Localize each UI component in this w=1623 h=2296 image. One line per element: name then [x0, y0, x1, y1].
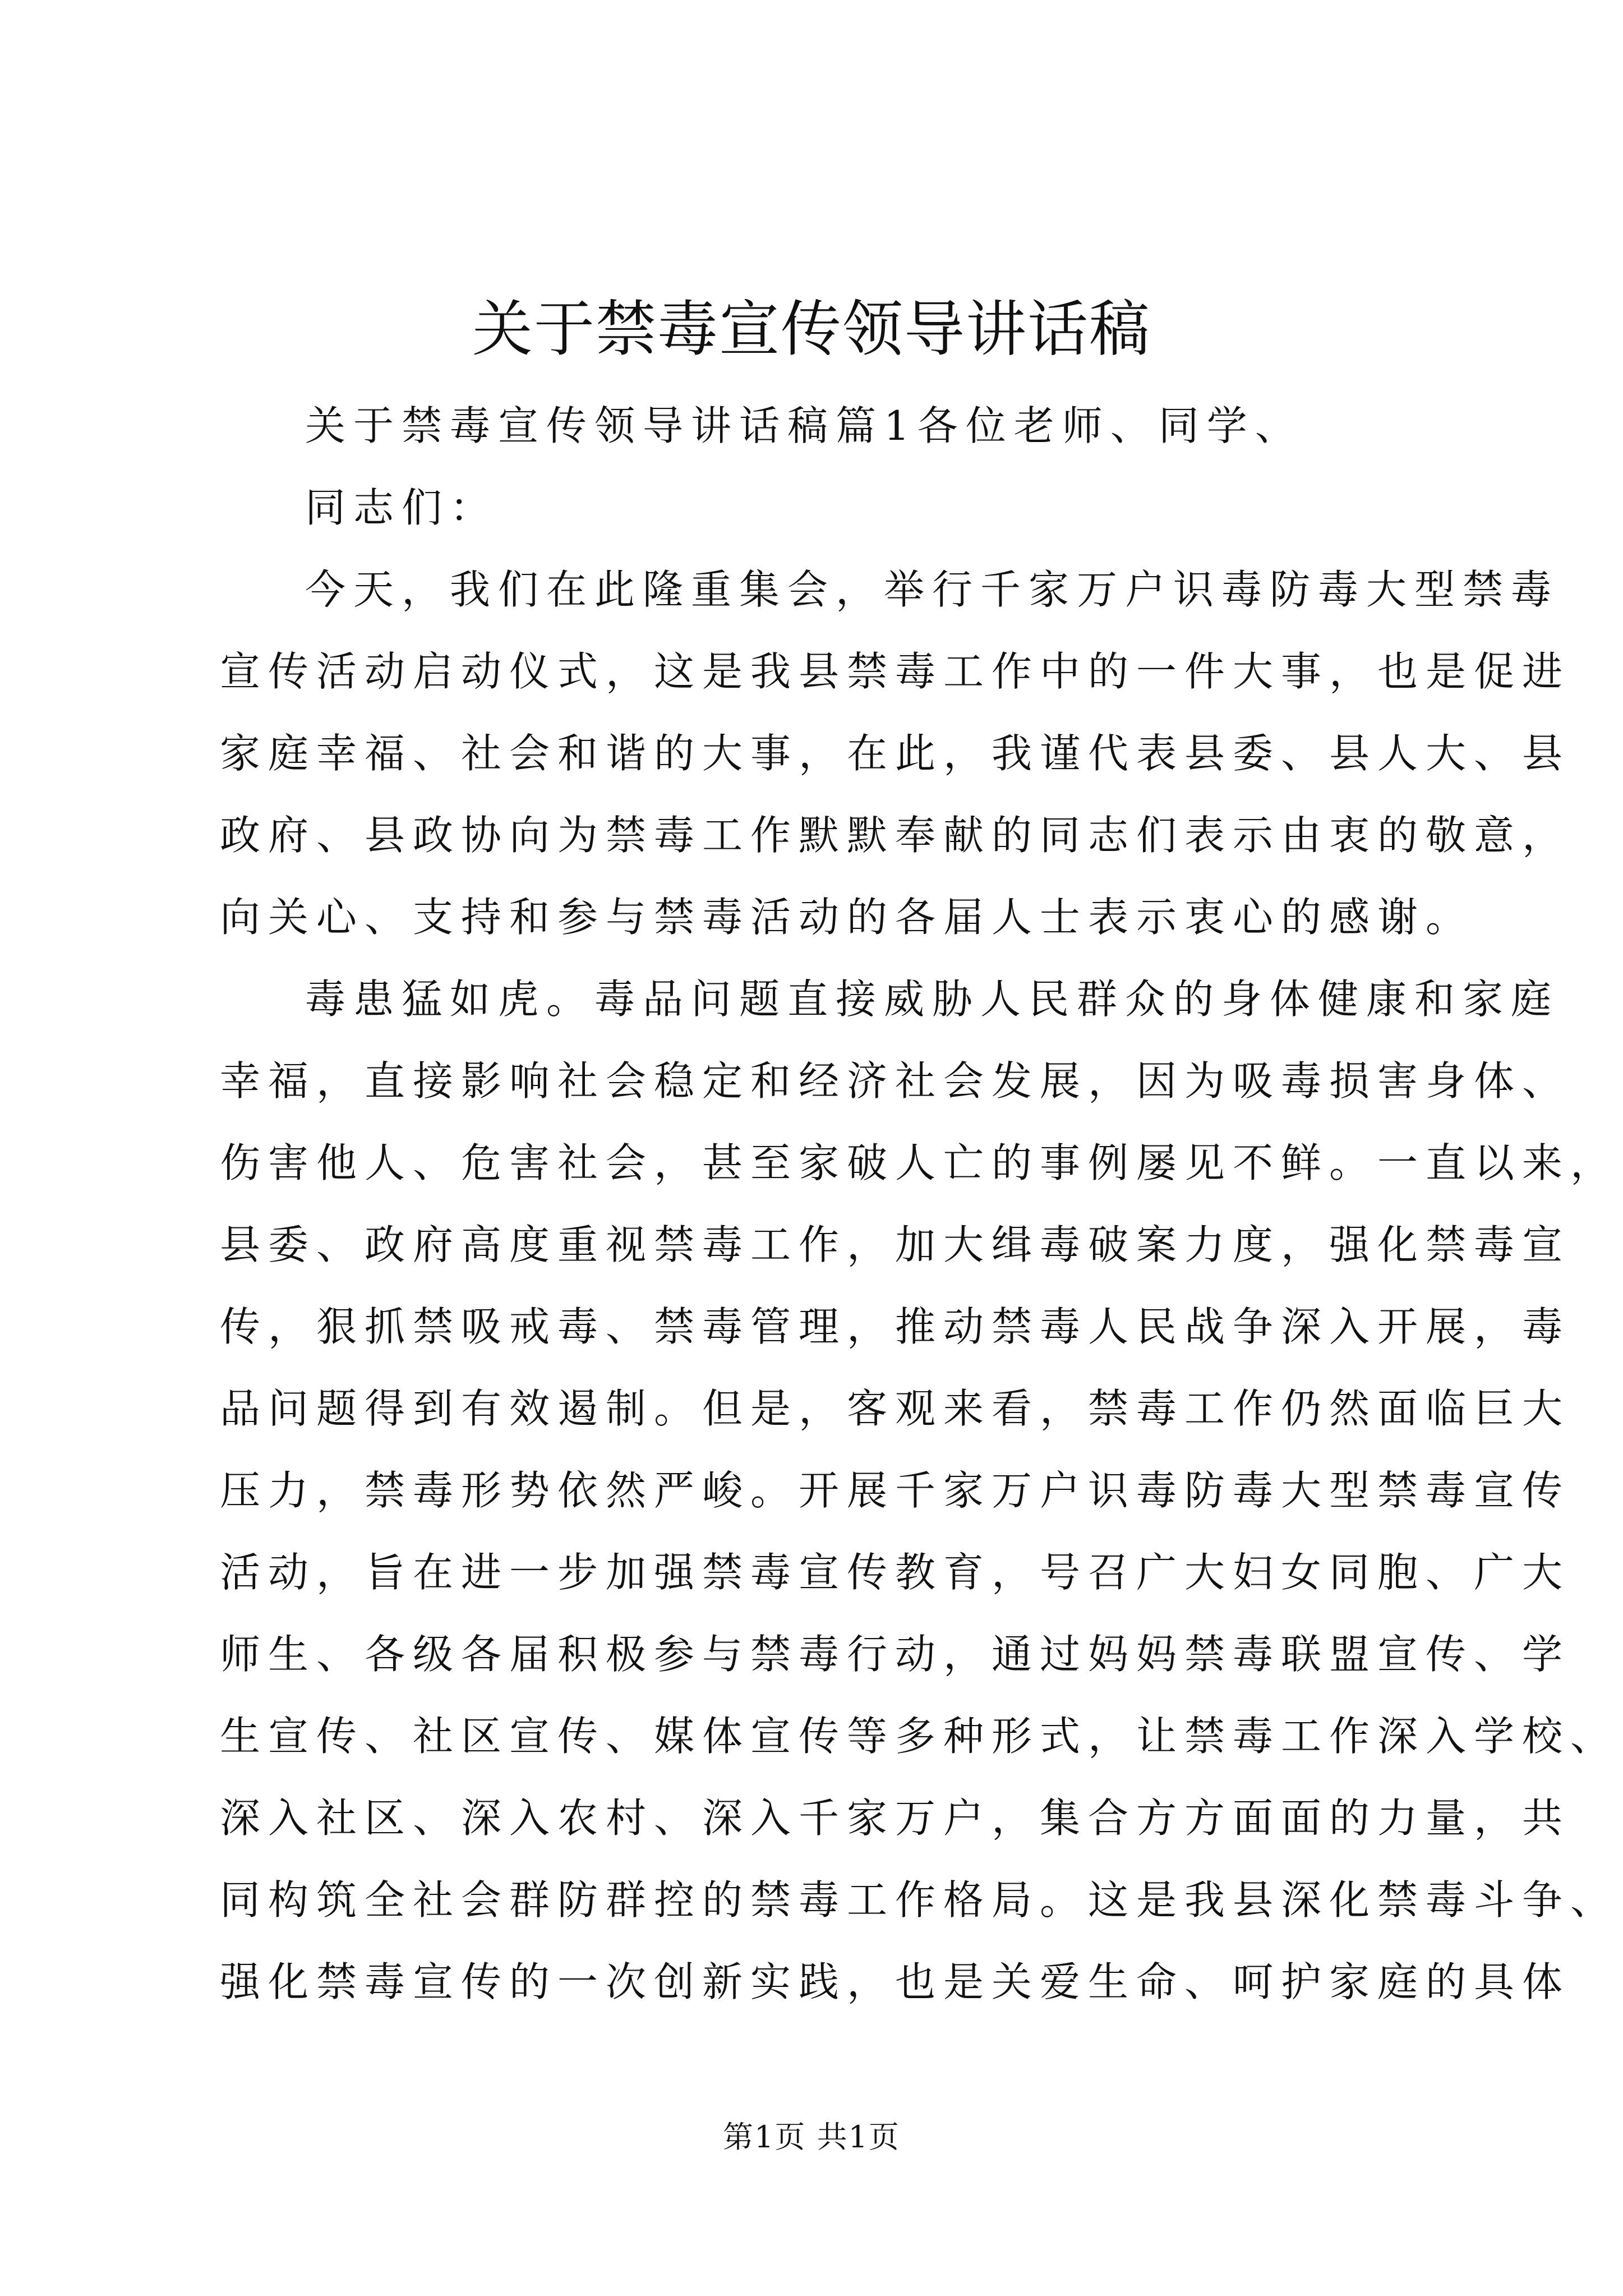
body-line: 同构筑全社会群防群控的禁毒工作格局。这是我县深化禁毒斗争、 — [220, 1876, 1619, 1924]
body-line: 深入社区、深入农村、深入千家万户，集合方方面面的力量，共 — [220, 1795, 1571, 1842]
body-line: 生宣传、社区宣传、媒体宣传等多种形式，让禁毒工作深入学校、 — [220, 1713, 1619, 1760]
body-line: 压力，禁毒形势依然严峻。开展千家万户识毒防毒大型禁毒宣传 — [220, 1467, 1571, 1514]
body-line: 强化禁毒宣传的一次创新实践，也是关爱生命、呵护家庭的具体 — [220, 1958, 1571, 2005]
body-line: 家庭幸福、社会和谐的大事，在此，我谨代表县委、县人大、县 — [220, 730, 1571, 777]
body-line: 宣传活动启动仪式，这是我县禁毒工作中的一件大事，也是促进 — [220, 648, 1571, 695]
body-line: 幸福，直接影响社会稳定和经济社会发展，因为吸毒损害身体、 — [220, 1057, 1571, 1105]
body-line: 伤害他人、危害社会，甚至家破人亡的事例屡见不鲜。一直以来， — [220, 1139, 1619, 1186]
body-line: 向关心、支持和参与禁毒活动的各届人士表示衷心的感谢。 — [220, 894, 1474, 941]
body-line: 县委、政府高度重视禁毒工作，加大缉毒破案力度，强化禁毒宣 — [220, 1221, 1571, 1268]
page-footer: 第1页 共1页 — [723, 2119, 900, 2155]
body-line: 毒患猛如虎。毒品问题直接威胁人民群众的身体健康和家庭 — [305, 976, 1560, 1023]
body-line: 关于禁毒宣传领导讲话稿篇1各位老师、同学、 — [305, 402, 1303, 449]
body-line: 今天，我们在此隆重集会，举行千家万户识毒防毒大型禁毒 — [305, 566, 1560, 613]
body-line: 活动，旨在进一步加强禁毒宣传教育，号召广大妇女同胞、广大 — [220, 1549, 1571, 1596]
body-line: 师生、各级各届积极参与禁毒行动，通过妈妈禁毒联盟宣传、学 — [220, 1631, 1571, 1678]
body-line: 传，狠抓禁吸戒毒、禁毒管理，推动禁毒人民战争深入开展，毒 — [220, 1303, 1571, 1350]
body-line: 政府、县政协向为禁毒工作默默奉献的同志们表示由衷的敬意， — [220, 812, 1571, 859]
body-line: 同志们： — [305, 484, 499, 531]
body-line: 品问题得到有效遏制。但是，客观来看，禁毒工作仍然面临巨大 — [220, 1385, 1571, 1432]
document-body — [220, 385, 1619, 2023]
document-title: 关于禁毒宣传领导讲话稿 — [472, 295, 1151, 365]
